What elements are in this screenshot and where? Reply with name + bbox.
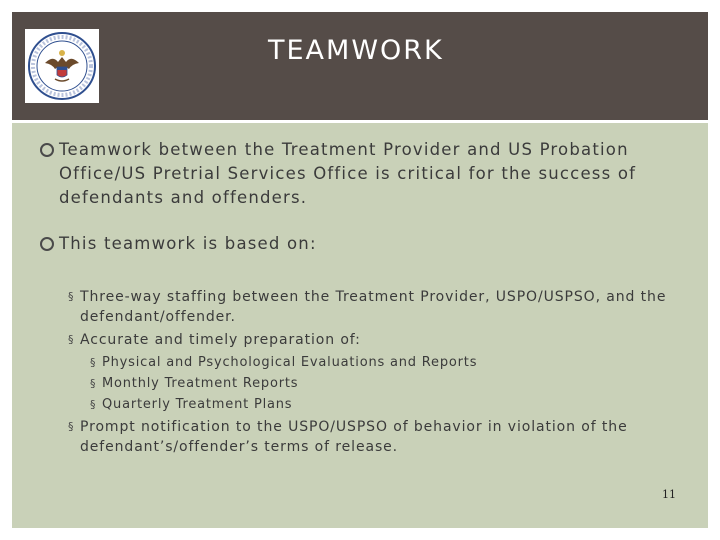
sub-bullet-text: Accurate and timely preparation of:: [80, 332, 361, 348]
square-bullet-icon: §: [90, 398, 97, 411]
sub-bullet-text: Prompt notification to the USPO/USPSO of behavior in violation of the defendant’s/offender’s terms of release.: [80, 419, 628, 455]
slide-content: [12, 12, 708, 528]
square-bullet-icon: §: [68, 290, 75, 303]
sub-sub-bullet-monthly: [90, 373, 690, 394]
sub-sub-bullet-quarterly: [90, 394, 690, 415]
sub-sub-bullet-text: Monthly Treatment Reports: [102, 376, 299, 391]
square-bullet-icon: §: [90, 356, 97, 369]
sub-bullet-notification: [68, 417, 698, 457]
bullet-based-on: [40, 232, 690, 256]
sub-sub-bullet-evaluations: [90, 352, 690, 373]
sub-bullet-text: Three-way staffing between the Treatment Provider, USPO/USPSO, and the defendant/offender.: [80, 289, 667, 325]
circle-bullet-icon: [40, 143, 54, 157]
sub-bullet-preparation: [68, 330, 698, 350]
bullet-text: This teamwork is based on:: [59, 234, 317, 253]
sub-bullet-staffing: [68, 287, 698, 327]
page-number: 11: [662, 488, 676, 501]
slide: [12, 12, 708, 528]
bullet-text: Teamwork between the Treatment Provider and US Probation Office/US Pretrial Services Office is critical for the success of defendants and offenders.: [59, 140, 637, 207]
square-bullet-icon: §: [68, 420, 75, 433]
sub-sub-bullet-text: Quarterly Treatment Plans: [102, 397, 293, 412]
circle-bullet-icon: [40, 237, 54, 251]
bullet-teamwork: [40, 138, 690, 210]
slide-title: TEAMWORK: [268, 35, 444, 66]
square-bullet-icon: §: [68, 333, 75, 346]
sub-sub-bullet-text: Physical and Psychological Evaluations and Reports: [102, 355, 478, 370]
square-bullet-icon: §: [90, 377, 97, 390]
